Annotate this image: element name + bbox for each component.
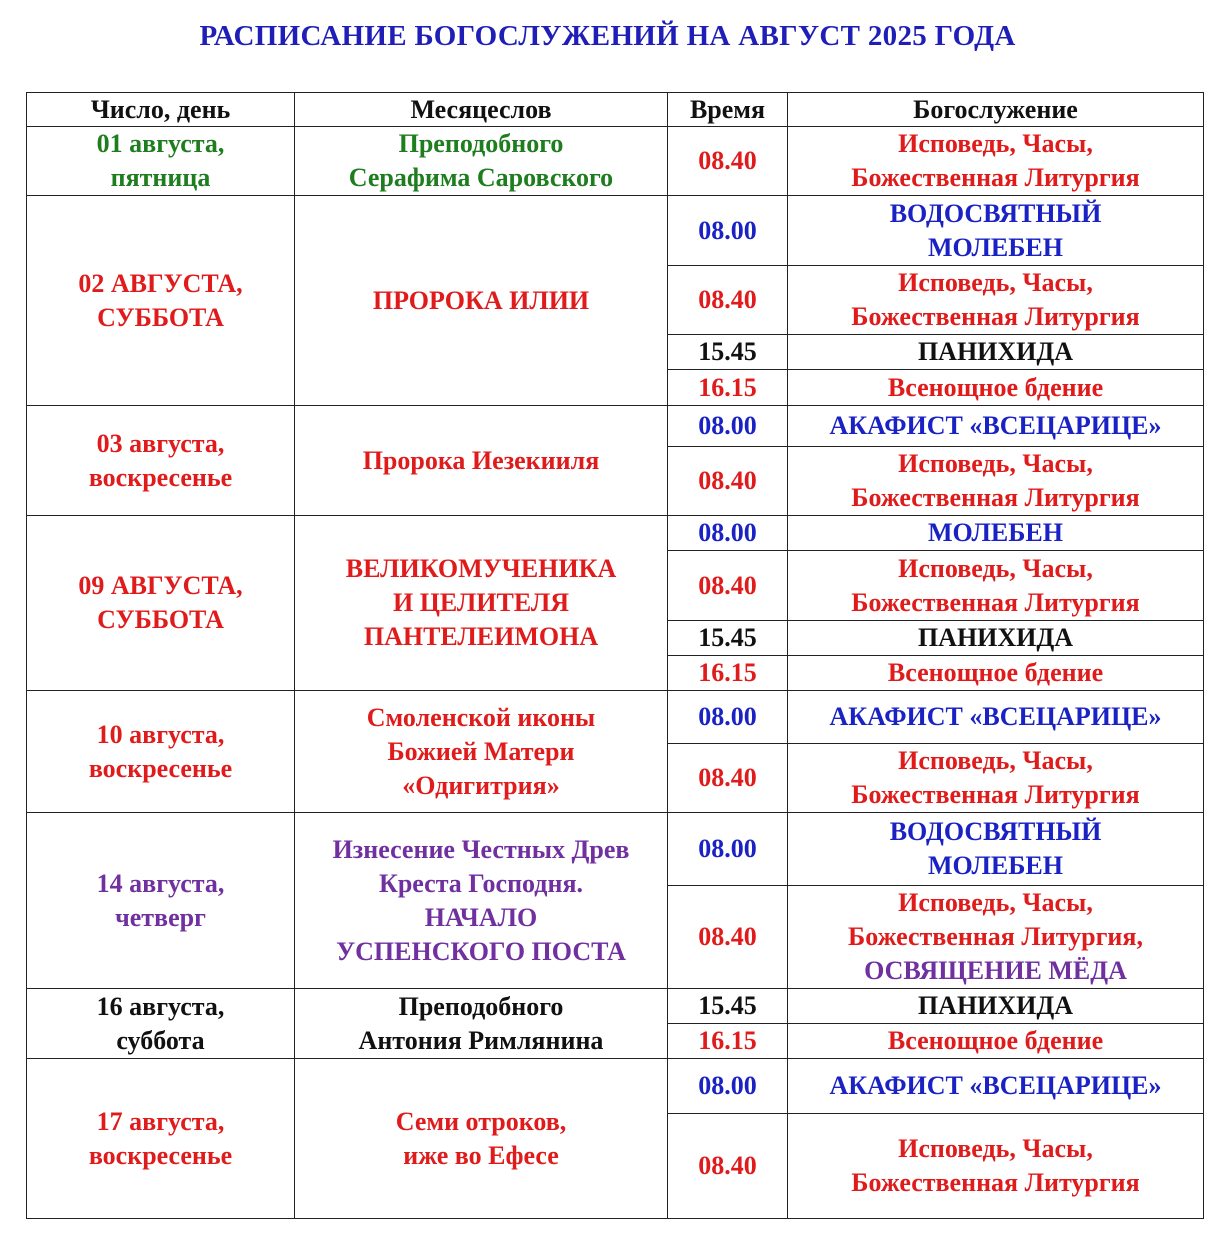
- table-row: [27, 691, 1204, 744]
- service-time: 08.40: [668, 447, 788, 516]
- day-date: 02 АВГУСТА, СУББОТА: [27, 196, 295, 406]
- table-row: [27, 813, 1204, 886]
- service-name: АКАФИСТ «ВСЕЦАРИЦЕ»: [788, 691, 1204, 744]
- service-time: 08.40: [668, 1114, 788, 1219]
- service-name: Исповедь, Часы, Божественная Литургия: [788, 266, 1204, 335]
- service-time: 08.40: [668, 551, 788, 621]
- service-time: 08.00: [668, 196, 788, 266]
- service-time: 16.15: [668, 370, 788, 406]
- day-calendar: ПРОРОКА ИЛИИ: [295, 196, 668, 406]
- service-time: 08.40: [668, 266, 788, 335]
- header-row: [27, 93, 1204, 127]
- day-calendar: Преподобного Серафима Саровского: [295, 127, 668, 196]
- table-row: [27, 406, 1204, 447]
- page-title: РАСПИСАНИЕ БОГОСЛУЖЕНИЙ НА АВГУСТ 2025 ГОДА: [199, 20, 1016, 52]
- day-date: 01 августа, пятница: [27, 127, 295, 196]
- service-name: АКАФИСТ «ВСЕЦАРИЦЕ»: [788, 406, 1204, 447]
- service-name: Исповедь, Часы, Божественная Литургия: [788, 447, 1204, 516]
- service-name: Всенощное бдение: [788, 1024, 1204, 1059]
- day-calendar: ВЕЛИКОМУЧЕНИКА И ЦЕЛИТЕЛЯ ПАНТЕЛЕИМОНА: [295, 516, 668, 691]
- service-name: МОЛЕБЕН: [788, 516, 1204, 551]
- header-calendar: Месяцеслов: [295, 93, 668, 127]
- header-service: Богослужение: [788, 93, 1204, 127]
- service-time: 08.40: [668, 744, 788, 813]
- service-time: 08.00: [668, 406, 788, 447]
- schedule-table: [26, 92, 1204, 1219]
- service-name: ПАНИХИДА: [788, 989, 1204, 1024]
- table-row: [27, 196, 1204, 266]
- service-name: ВОДОСВЯТНЫЙ МОЛЕБЕН: [788, 196, 1204, 266]
- day-calendar: Семи отроков, иже во Ефесе: [295, 1059, 668, 1219]
- table-row: [27, 127, 1204, 196]
- day-calendar: Смоленской иконы Божией Матери «Одигитрия»: [295, 691, 668, 813]
- day-date: 16 августа, суббота: [27, 989, 295, 1059]
- service-name: [788, 886, 1204, 989]
- service-time: 15.45: [668, 335, 788, 370]
- service-time: 08.00: [668, 691, 788, 744]
- service-time: 15.45: [668, 989, 788, 1024]
- service-name: Исповедь, Часы, Божественная Литургия: [788, 551, 1204, 621]
- service-time: 15.45: [668, 621, 788, 656]
- day-date: 03 августа, воскресенье: [27, 406, 295, 516]
- service-time: 08.00: [668, 1059, 788, 1114]
- table-row: [27, 1059, 1204, 1114]
- service-time: 08.00: [668, 516, 788, 551]
- service-time: 08.40: [668, 127, 788, 196]
- day-calendar: Пророка Иезекииля: [295, 406, 668, 516]
- service-time: 08.40: [668, 886, 788, 989]
- day-calendar: Изнесение Честных Древ Креста Господня. НАЧАЛО УСПЕНСКОГО ПОСТА: [295, 813, 668, 989]
- day-calendar: Преподобного Антония Римлянина: [295, 989, 668, 1059]
- service-time: 08.00: [668, 813, 788, 886]
- service-name: Всенощное бдение: [788, 656, 1204, 691]
- service-name: Исповедь, Часы, Божественная Литургия: [788, 127, 1204, 196]
- header-date: Число, день: [27, 93, 295, 127]
- day-date: 14 августа, четверг: [27, 813, 295, 989]
- service-name: Всенощное бдение: [788, 370, 1204, 406]
- day-date: 10 августа, воскресенье: [27, 691, 295, 813]
- service-name-main: Исповедь, Часы, Божественная Литургия,: [848, 888, 1143, 951]
- service-name: ПАНИХИДА: [788, 621, 1204, 656]
- service-name: АКАФИСТ «ВСЕЦАРИЦЕ»: [788, 1059, 1204, 1114]
- service-name-extra: ОСВЯЩЕНИЕ МЁДА: [864, 956, 1127, 985]
- table-row: [27, 516, 1204, 551]
- service-name: ВОДОСВЯТНЫЙ МОЛЕБЕН: [788, 813, 1204, 886]
- table-row: [27, 989, 1204, 1024]
- service-name: Исповедь, Часы, Божественная Литургия: [788, 744, 1204, 813]
- header-time: Время: [668, 93, 788, 127]
- service-name: ПАНИХИДА: [788, 335, 1204, 370]
- service-time: 16.15: [668, 656, 788, 691]
- day-date: 09 АВГУСТА, СУББОТА: [27, 516, 295, 691]
- day-date: 17 августа, воскресенье: [27, 1059, 295, 1219]
- service-time: 16.15: [668, 1024, 788, 1059]
- service-name: Исповедь, Часы, Божественная Литургия: [788, 1114, 1204, 1219]
